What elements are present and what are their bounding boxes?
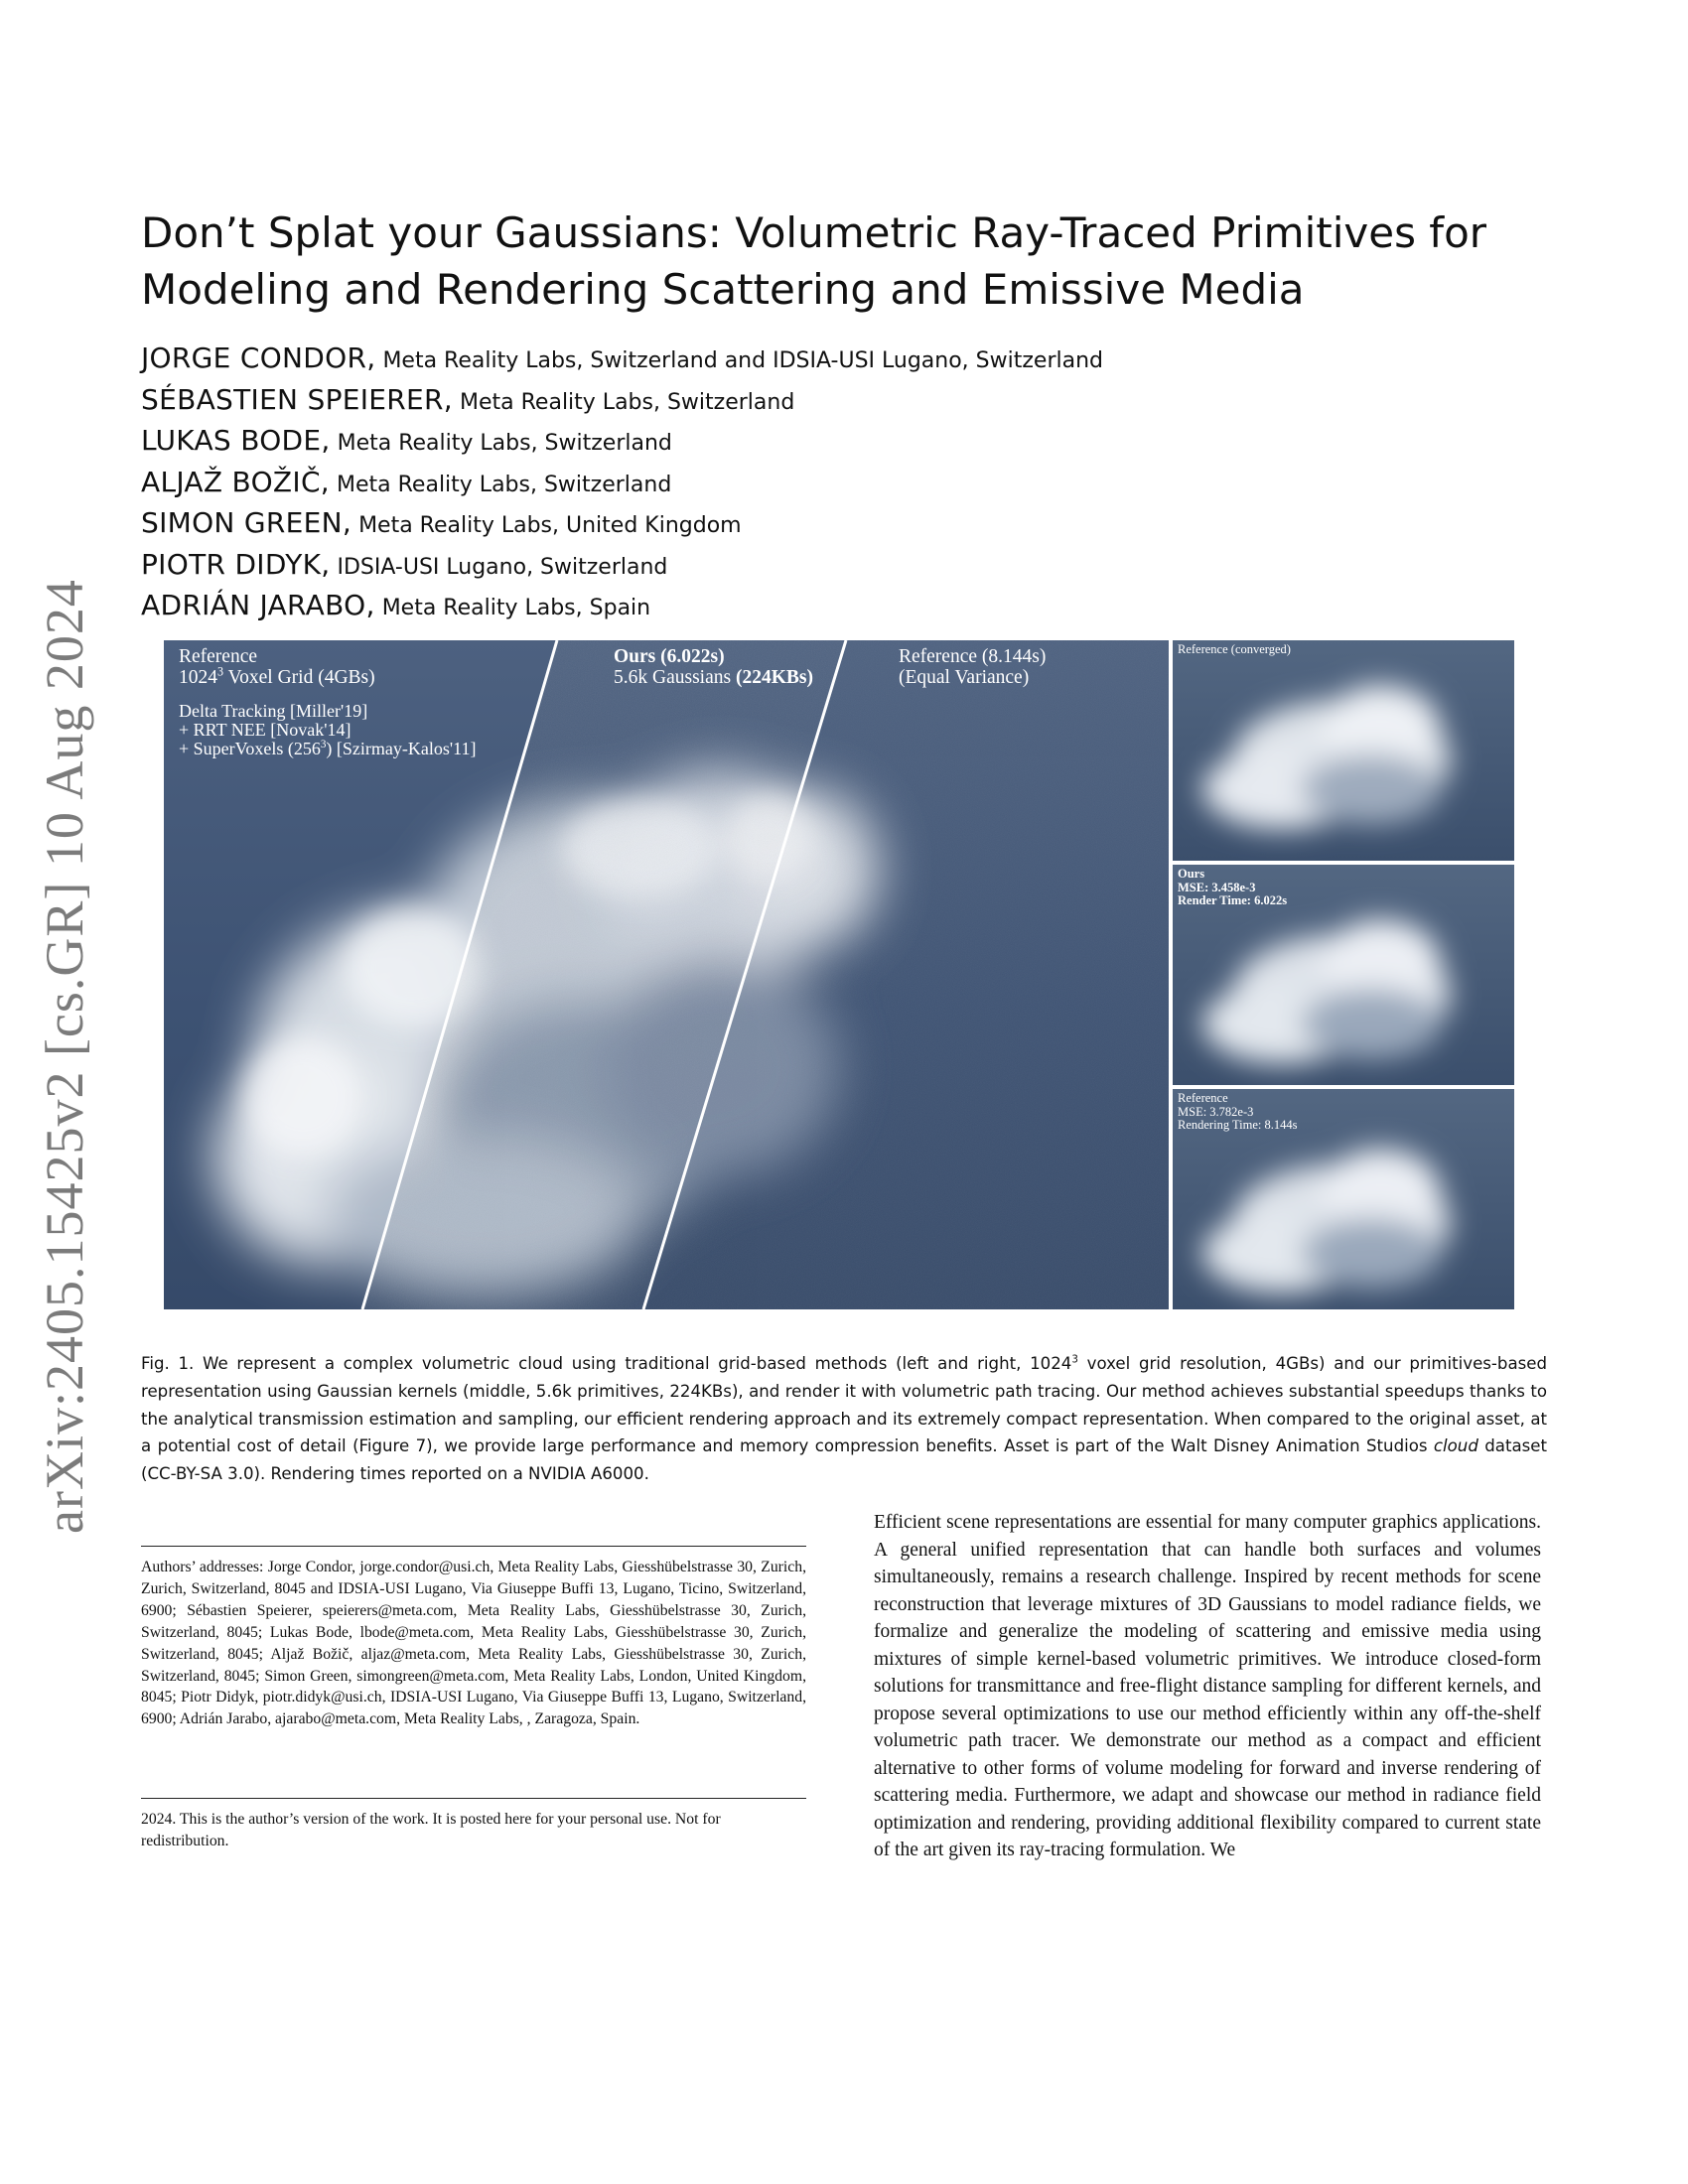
side-panel-reference-converged	[1173, 640, 1514, 861]
author-entry	[141, 422, 1531, 464]
footnote-rule	[141, 1798, 806, 1799]
side-label-2-time: Render Time: 6.022s	[1178, 893, 1288, 907]
author-name: SIMON GREEN,	[141, 506, 352, 539]
side-label-1: Reference (converged)	[1178, 642, 1291, 656]
author-name: PIOTR DIDYK,	[141, 547, 331, 581]
side-label-2-title: Ours	[1178, 867, 1205, 881]
footnote-rule	[141, 1546, 806, 1547]
author-entry	[141, 340, 1531, 381]
side-label-2-mse: MSE: 3.458e-3	[1178, 880, 1256, 894]
side-label-3-title: Reference	[1178, 1091, 1228, 1105]
figure-caption: Fig. 1. We represent a complex volumetric cloud using traditional grid-based methods (left and right, 1024$^3$ voxel grid resolution, 4GBs) and our primitives-based representation using Gaussian kernels (middle, 5.6k primitives, 224KBs), and render it with volumetric path tracing. Our method achieves substantial speedups thanks to the analytical transmission estimation and sampling, our efficient rendering approach and its extremely compact representation. When compared to the original asset, at a potential cost of detail (Figure 7), we provide large performance and memory compression benefits. Asset is part of the Walt Disney Animation Studios cloud dataset (CC-BY-SA 3.0). Rendering times reported on a NVIDIA A6000.	[141, 1353, 1548, 1484]
side-cloud-illustration	[1173, 640, 1514, 861]
right-panel-label	[899, 646, 1046, 688]
author-affiliation: Meta Reality Labs, United Kingdom	[358, 513, 742, 538]
left-panel-line-1: Delta Tracking [Miller'19]	[179, 701, 368, 721]
author-affiliation: Meta Reality Labs, Switzerland	[460, 389, 795, 415]
left-panel-line-2: + RRT NEE [Novak'14]	[179, 720, 352, 740]
abstract-text: Efficient scene representations are essential for many computer graphics applications. A general unified representation that can handle both surfaces and volumes simultaneously, remains a research challenge. Inspired by recent methods for scene reconstruction that leverage mixtures of 3D Gaussians to model radiance fields, we formalize and generalize the modeling of scattering and emissive media using mixtures of simple kernel-based volumetric primitives. We introduce closed-form solutions for transmittance and free-flight distance sampling for different kernels, and propose several optimizations to use our method efficiently within any off-the-shelf volumetric path tracer. We demonstrate our method as a compact and efficient alternative to other forms of volume modeling for forward and inverse rendering of scattering media. Furthermore, we adapt and showcase our method in radiance field optimization and rendering, providing additional flexibility compared to current state of the art given its ray-tracing formulation. We	[874, 1512, 1541, 1860]
author-entry	[141, 504, 1531, 546]
author-entry	[141, 587, 1531, 628]
author-entry	[141, 464, 1531, 505]
author-name: SÉBASTIEN SPEIERER,	[141, 382, 454, 416]
author-entry	[141, 546, 1531, 588]
side-label-3-time: Rendering Time: 8.144s	[1178, 1118, 1298, 1132]
authors-addresses: Authors’ addresses: Jorge Condor, jorge.condor@usi.ch, Meta Reality Labs, Giesshübelstrasse 30, Zurich, Zurich, Switzerland, 8045 and IDSIA-USI Lugano, Via Giuseppe Buffi 13, Lugano, Ticino, Switzerland, 6900; Sébastien Speierer, speierers@meta.com, Meta Reality Labs, Giesshübelstrasse 30, Zurich, Switzerland, 8045; Lukas Bode, lbode@meta.com, Meta Reality Labs, Giesshübelstrasse 30, Zurich, Switzerland, 8045; Aljaž Božič, aljaz@meta.com, Meta Reality Labs, Giesshübelstrasse 30, Zurich, Switzerland, 8045; Simon Green, simongreen@meta.com, Meta Reality Labs, London, United Kingdom, 8045; Piotr Didyk, piotr.didyk@usi.ch, IDSIA-USI Lugano, Via Giuseppe Buffi 13, Lugano, Switzerland, 6900; Adrián Jarabo, ajarabo@meta.com, Meta Reality Labs, , Zaragoza, Spain.	[141, 1559, 806, 1728]
right-panel-subtitle: (Equal Variance)	[899, 667, 1030, 688]
left-panel-label	[179, 646, 375, 688]
side-label-2	[1178, 868, 1287, 908]
title-line-2: Modeling and Rendering Scattering and Emissive Media	[141, 265, 1305, 314]
right-panel-title: Reference (8.144s)	[899, 646, 1047, 667]
author-affiliation: Meta Reality Labs, Switzerland and IDSIA-USI Lugano, Switzerland	[382, 348, 1103, 373]
middle-panel-title: Ours (6.022s)	[614, 646, 725, 667]
left-panel-title: Reference	[179, 646, 258, 667]
author-name: JORGE CONDOR,	[141, 341, 376, 374]
author-name: ALJAŽ BOŽIČ,	[141, 465, 331, 498]
paper-title	[141, 205, 1551, 318]
author-affiliation: Meta Reality Labs, Switzerland	[337, 472, 672, 497]
side-panel-ours	[1173, 865, 1514, 1085]
author-name: LUKAS BODE,	[141, 424, 331, 457]
copyright-note: 2024. This is the author’s version of the work. It is posted here for your personal use. Not for redistribution.	[141, 1811, 721, 1849]
left-panel-grid: 1024$^3$ Voxel Grid (4GBs)	[179, 664, 375, 688]
side-label-3-mse: MSE: 3.782e-3	[1178, 1104, 1254, 1119]
left-panel-line-3: + SuperVoxels $(256^3)$ [Szirmay-Kalos'11]	[179, 739, 477, 758]
title-line-1: Don’t Splat your Gaussians: Volumetric Ray-Traced Primitives for	[141, 208, 1487, 257]
side-label-3	[1178, 1092, 1298, 1133]
author-affiliation: IDSIA-USI Lugano, Switzerland	[337, 554, 668, 580]
left-panel-method	[179, 702, 476, 758]
author-name: ADRIÁN JARABO,	[141, 589, 375, 621]
arxiv-identifier: arXiv:2405.15425v2 [cs.GR] 10 Aug 2024	[35, 579, 94, 1534]
author-list	[141, 340, 1531, 628]
middle-panel-gaussians: 5.6k Gaussians (224KBs)	[614, 667, 813, 688]
author-entry	[141, 381, 1531, 423]
author-affiliation: Meta Reality Labs, Switzerland	[337, 431, 672, 456]
side-panel-reference	[1173, 1089, 1514, 1309]
middle-panel-label	[614, 646, 813, 688]
teaser-figure-main	[164, 640, 1169, 1309]
author-affiliation: Meta Reality Labs, Spain	[381, 596, 651, 620]
